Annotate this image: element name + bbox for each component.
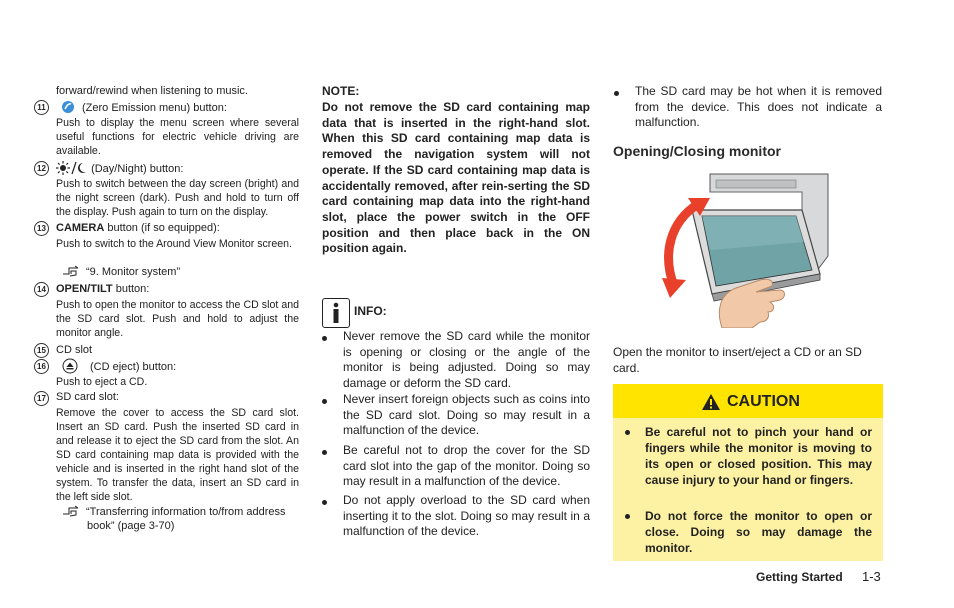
item-16-label: (CD eject) button: xyxy=(90,361,177,373)
open-tilt-label: OPEN/TILT xyxy=(56,283,113,295)
eject-icon xyxy=(60,358,80,374)
item-number-15: 15 xyxy=(34,343,49,358)
item-12-title xyxy=(56,161,183,176)
bullet-dot xyxy=(322,399,327,404)
item-number-16: 16 xyxy=(34,359,49,374)
item-16-title xyxy=(56,358,176,374)
zero-emission-icon xyxy=(60,100,76,114)
bullet-dot xyxy=(322,336,327,341)
item-13-body: Push to switch to the Around View Monitor screen. xyxy=(56,238,292,250)
warning-triangle-icon xyxy=(701,393,721,411)
monitor-illustration xyxy=(652,170,832,328)
caution-bullet-1: Be careful not to pinch your hand or fingers while the monitor is moving to its open or closed position. This may cause injury to your hand or fingers. xyxy=(645,425,872,487)
info-bullet-3: Be careful not to drop the cover for the SD card slot into the gap of the monitor. Doing so may result in a malfunction of the device. xyxy=(343,443,590,489)
info-bullet-1: Never remove the SD card while the monitor is opening or closing or the angle of the monitor is being adjusted. Doing so may damage or deform the SD card. xyxy=(343,329,590,391)
item-17-ref-line2: book” (page 3-70) xyxy=(87,520,175,532)
item-11-label: (Zero Emission menu) button: xyxy=(82,102,227,114)
item-14-title xyxy=(56,282,149,296)
item-11-body: Push to display the menu screen where several useful functions for electric vehicle driving are available. xyxy=(56,117,299,157)
day-night-icon xyxy=(56,161,88,175)
intro-text: forward/rewind when listening to music. xyxy=(56,85,248,97)
item-15-title: CD slot xyxy=(56,344,93,356)
section-title: Opening/Closing monitor xyxy=(613,143,781,159)
item-number-14: 14 xyxy=(34,282,49,297)
item-16-body: Push to eject a CD. xyxy=(56,376,148,388)
info-heading: INFO: xyxy=(354,304,387,318)
bullet-dot xyxy=(625,514,630,519)
item-13-title xyxy=(56,221,220,235)
caution-bullet-2: Do not force the monitor to open or close. Doing so may damage the monitor. xyxy=(645,509,872,555)
bullet-dot xyxy=(322,450,327,455)
bullet-dot xyxy=(625,430,630,435)
item-17-reference xyxy=(62,505,286,519)
caution-title: CAUTION xyxy=(727,393,800,410)
reference-hand-icon xyxy=(62,505,84,517)
item-14-label: button: xyxy=(115,283,150,295)
footer-section-label: Getting Started xyxy=(756,570,843,584)
item-number-13: 13 xyxy=(34,221,49,236)
item-13-ref-text: “9. Monitor system” xyxy=(86,266,181,278)
info-icon xyxy=(322,298,350,328)
bullet-dot xyxy=(614,91,619,96)
page-number: 1-3 xyxy=(862,569,881,584)
sd-hot-bullet: The SD card may be hot when it is removed from the device. This does not indicate a malfunction. xyxy=(635,84,882,130)
caution-box xyxy=(613,384,883,561)
note-heading: NOTE: xyxy=(322,84,360,98)
item-number-12: 12 xyxy=(34,161,49,176)
bullet-dot xyxy=(322,500,327,505)
item-12-body: Push to switch between the day screen (bright) and the night screen (dark). Push and hold to turn off the display. Push again to turn on the display. xyxy=(56,178,299,218)
item-17-body: Remove the cover to access the SD card slot. Insert an SD card. Push the inserted SD card in and release it to eject the SD card from the slot. An SD card containing map data is provided with the vehicle and is inserted in the right hand slot of the system. To transfer the data, insert an SD card in the left side slot. xyxy=(56,407,299,503)
info-i-glyph xyxy=(323,299,349,327)
caution-header xyxy=(613,384,883,418)
camera-label: CAMERA xyxy=(56,222,105,234)
info-bullet-2: Never insert foreign objects such as coins into the SD card slot. Doing so may result in a malfunction of the device. xyxy=(343,392,590,438)
item-17-title: SD card slot: xyxy=(56,391,119,403)
item-number-17: 17 xyxy=(34,391,49,406)
item-12-label: (Day/Night) button: xyxy=(91,163,184,175)
item-number-11: 11 xyxy=(34,100,49,115)
info-bullet-4: Do not apply overload to the SD card when inserting it to the slot. Doing so may result in a malfunction of the device. xyxy=(343,493,590,539)
item-17-ref-line1: “Transferring information to/from address xyxy=(86,506,286,518)
note-body: Do not remove the SD card containing map data that is inserted in the right-hand slot. When this SD card containing map data is removed the navigation system will not operate. If the SD card containing map data is accidentally removed, after rein-serting the SD card containing map data into the right-hand slot, place the power switch in the OFF position and then place back in the ON position again. xyxy=(322,100,590,256)
reference-hand-icon xyxy=(62,265,84,277)
item-13-reference xyxy=(62,265,180,279)
illustration-caption: Open the monitor to insert/eject a CD or an SD card. xyxy=(613,345,862,375)
item-14-body: Push to open the monitor to access the CD slot and the SD card slot. Push and hold to adjust the monitor angle. xyxy=(56,299,299,339)
item-11-title xyxy=(56,100,227,115)
item-13-label: button (if so equipped): xyxy=(107,222,220,234)
